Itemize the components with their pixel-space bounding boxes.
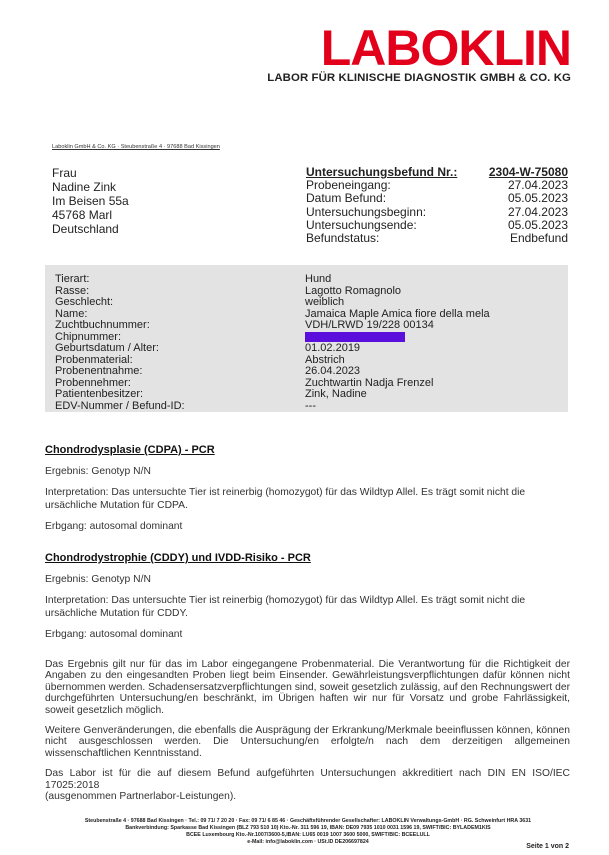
page-number: Seite 1 von 2	[526, 843, 569, 850]
report-number-value: 2304-W-75080	[488, 165, 568, 179]
laboklin-logo	[267, 20, 571, 85]
animal-row	[55, 401, 568, 413]
report-row	[306, 232, 568, 245]
animal-row	[55, 389, 568, 401]
logo-wordmark: LABOKLIN	[320, 20, 571, 76]
test-section-cddy	[45, 552, 570, 641]
address-line: Nadine Zink	[52, 180, 117, 194]
address-line: Frau	[52, 166, 77, 180]
section-title: Chondrodystrophie (CDDY) und IVDD-Risiko - PCR	[45, 552, 311, 564]
footer-line: Steubenstraße 4 · 97688 Bad Kissingen · Tel.: 09 71/ 7 20 20 · Fax: 09 71/ 6 85 46 · Geschäftsführender Gesellschafter: LABOKLIN Verwaltungs-GmbH · RG. Schweinfurt HRA 3631	[84, 818, 532, 824]
animal-label: EDV-Nummer / Befund-ID:	[55, 399, 185, 412]
animal-value: Jamaica Maple Amica fiore della mela	[305, 307, 490, 320]
report-info	[306, 166, 568, 245]
address-line: 45768 Marl	[52, 208, 113, 222]
page-footer	[38, 818, 578, 846]
sender-line: Laboklin GmbH & Co. KG · Steubenstraße 4 · 97688 Bad Kissingen	[52, 144, 220, 150]
footer-line: e-Mail: info@laboklin.com · USt.ID DE206697824	[247, 839, 369, 845]
animal-row	[55, 343, 568, 355]
animal-label: Probennehmer:	[55, 376, 131, 389]
disclaimer-notes	[45, 659, 570, 811]
animal-label: Patientenbesitzer:	[55, 388, 144, 400]
animal-row	[55, 274, 568, 286]
test-section-cdpa	[45, 444, 570, 533]
animal-row	[55, 320, 568, 332]
animal-value: ---	[305, 399, 316, 412]
animal-value: VDH/LRWD 19/228 00134	[305, 319, 434, 331]
animal-value: Zink, Nadine	[305, 388, 367, 400]
note-paragraph: Das Labor ist für die auf diesem Befund aufgeführten Untersuchungen akkreditiert nach DIN EN ISO/IEC 17025:2018	[45, 768, 570, 791]
footer-line: Bankverbindung: Sparkasse Bad Kissingen (BLZ 793 510 10) Kto.-Nr. 311 596 19, IBAN: DE09 7935 1010 0031 1596 19, SWIFT/BIC: BYLADEM1KIS	[125, 825, 491, 831]
address-line: Deutschland	[52, 222, 119, 236]
note-paragraph: Das Ergebnis gilt nur für das im Labor eingegangene Probenmaterial. Die Verantwortung für die Richtigkeit der Angaben zu den eingesandten Proben liegt beim Einsender. Gewährleistungsverpflichtungen dafür können nicht übernommen werden. Schadensersatzverpflichtungen sind, soweit gesetzlich zulässig, auf den Rechnungswert der durchgeführten Untersuchung/en beschränkt, im Übrigen haften wir nur für Vorsatz und grobe Fahrlässigkeit, soweit gesetzlich möglich.	[45, 659, 570, 716]
logo-tagline: LABOR FÜR KLINISCHE DIAGNOSTIK GMBH & CO. KG	[267, 72, 571, 84]
report-row-label: Untersuchungsende:	[306, 217, 417, 232]
animal-label: Rasse:	[55, 284, 90, 297]
animal-value: weiblich	[305, 296, 345, 308]
section-result: Ergebnis: Genotyp N/N	[45, 466, 151, 477]
animal-label: Probenentnahme:	[55, 365, 143, 377]
animal-label: Tierart:	[55, 273, 90, 285]
redaction-bar	[305, 332, 405, 342]
section-title: Chondrodysplasie (CDPA) - PCR	[45, 444, 215, 456]
animal-label: Geburtsdatum / Alter:	[55, 342, 159, 354]
report-number-label: Untersuchungsbefund Nr.:	[306, 165, 458, 179]
animal-value: Zuchtwartin Nadja Frenzel	[305, 376, 434, 389]
animal-value: 01.02.2019	[305, 342, 361, 354]
animal-value: Hund	[305, 273, 332, 285]
animal-label: Geschlecht:	[55, 296, 114, 308]
address-line: Im Beisen 55a	[52, 194, 129, 208]
footer-line: BCEE Luxembourg Kto.-Nr.1007/3600-5,IBAN: LU65 0019 1007 3600 5000, SWIFT/BIC: BCEELULL	[186, 832, 430, 838]
animal-label: Zuchtbuchnummer:	[55, 319, 150, 331]
animal-label: Name:	[55, 307, 88, 320]
animal-label: Probenmaterial:	[55, 353, 133, 366]
animal-value: Abstrich	[305, 353, 345, 366]
note-paragraph: Weitere Genveränderungen, die ebenfalls die Ausprägung der Erkrankung/Merkmale beeinflussen können, können nicht ausgeschlossen werden. Die Untersuchung/en erfolgte/n nach dem derzeitigen allgemeinen wissenschaftlichen Kenntnisstand.	[45, 725, 570, 759]
animal-info-box	[45, 265, 568, 412]
animal-label: Chipnummer:	[55, 330, 122, 343]
report-row-value: 05.05.2023	[507, 191, 568, 206]
animal-row	[55, 366, 568, 378]
recipient-address	[52, 166, 129, 236]
report-row	[306, 206, 568, 219]
section-inheritance: Erbgang: autosomal dominant	[45, 629, 183, 640]
report-row-value: 27.04.2023	[507, 178, 568, 193]
section-interpretation: Interpretation: Das untersuchte Tier ist reinerbig (homozygot) für das Wildtyp Allel. Es trägt somit nicht die ursächliche Mutation für CDDY.	[45, 595, 526, 619]
animal-value: 26.04.2023	[305, 365, 361, 377]
report-row-label: Untersuchungsbeginn:	[306, 204, 427, 219]
report-row-label: Befundstatus:	[306, 231, 380, 246]
report-row-value: 05.05.2023	[507, 217, 568, 232]
report-row-value: 27.04.2023	[507, 204, 568, 219]
section-inheritance: Erbgang: autosomal dominant	[45, 521, 183, 532]
report-row-label: Datum Befund:	[306, 191, 387, 206]
section-result: Ergebnis: Genotyp N/N	[45, 574, 151, 585]
report-row-label: Probeneingang:	[306, 178, 391, 193]
animal-row	[55, 297, 568, 309]
note-paragraph: (ausgenommen Partnerlabor-Leistungen).	[45, 791, 237, 803]
animal-value: Lagotto Romagnolo	[305, 284, 402, 297]
report-row	[306, 192, 568, 205]
report-row-value: Endbefund	[509, 231, 568, 246]
section-interpretation: Interpretation: Das untersuchte Tier ist reinerbig (homozygot) für das Wildtyp Allel. Es trägt somit nicht die ursächliche Mutation für CDPA.	[45, 487, 526, 511]
